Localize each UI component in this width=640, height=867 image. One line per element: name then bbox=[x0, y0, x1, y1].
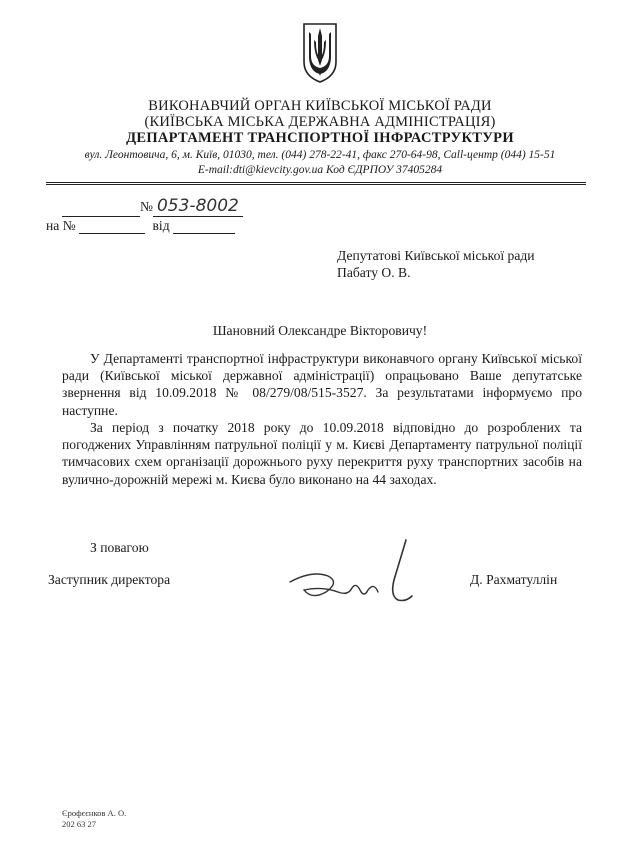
header-divider bbox=[46, 182, 586, 183]
org-subtitle: (КИЇВСЬКА МІСЬКА ДЕРЖАВНА АДМІНІСТРАЦІЯ) bbox=[144, 114, 496, 130]
signature bbox=[282, 530, 422, 610]
trident-coat-of-arms-icon bbox=[302, 22, 338, 84]
department-title: ДЕПАРТАМЕНТ ТРАНСПОРТНОЇ ІНФРАСТРУКТУРИ bbox=[126, 130, 514, 146]
number-prefix: № bbox=[140, 199, 153, 214]
address-line: вул. Леонтовича, 6, м. Київ, 01030, тел. (044) 278-22-41, факс 270-64-98, Call-центр (044) 15-51 bbox=[84, 149, 556, 161]
email-line: E-mail:dti@kievcity.gov.ua Код ЄДРПОУ 37405284 bbox=[197, 164, 443, 176]
executor-name: Єрофєєнков А. О. bbox=[62, 808, 127, 818]
paragraph-2: За період з початку 2018 року до 10.09.2018 відповідно до розроблених та погоджених Управлінням патрульної поліції у м. Києві Департаменту патрульної поліції тимчасових схем організації дорожнього руху перекриття руху транспортних засобів на вулично-дорожній мережі м. Києва було виконано на 44 заходах. bbox=[62, 420, 582, 487]
on-number-blank bbox=[79, 220, 145, 234]
signatory-position: Заступник директора bbox=[48, 572, 171, 587]
handwritten-number: 053-8002 bbox=[153, 196, 243, 217]
salutation: Шановний Олександре Вікторовичу! bbox=[212, 323, 428, 338]
recipient-name: Пабату О. В. bbox=[337, 265, 411, 280]
paragraph-1: У Департаменті транспортної інфраструктури виконавчого органу Київської міської ради (Київської міської державної адміністрації) опрацьовано Ваше депутатське звернення від 10.09.2018 № 08/279/08/515-3527. За результатами інформуємо про наступне. bbox=[62, 351, 582, 418]
header-divider-2 bbox=[46, 184, 586, 185]
outgoing-number bbox=[62, 196, 243, 217]
date-blank bbox=[62, 203, 140, 217]
org-title: ВИКОНАВЧИЙ ОРГАН КИЇВСЬКОЇ МІСЬКОЇ РАДИ bbox=[148, 98, 492, 114]
recipient-title: Депутатові Київської міської ради bbox=[337, 248, 535, 263]
coat-of-arms bbox=[302, 22, 338, 84]
executor-phone: 202 63 27 bbox=[62, 819, 96, 829]
closing: З повагою bbox=[90, 540, 149, 555]
from-date-blank bbox=[173, 220, 235, 234]
from-label: від bbox=[152, 218, 170, 233]
reference-line bbox=[46, 218, 235, 234]
on-number-label: на № bbox=[46, 218, 76, 233]
signatory-name: Д. Рахматуллін bbox=[470, 572, 558, 587]
